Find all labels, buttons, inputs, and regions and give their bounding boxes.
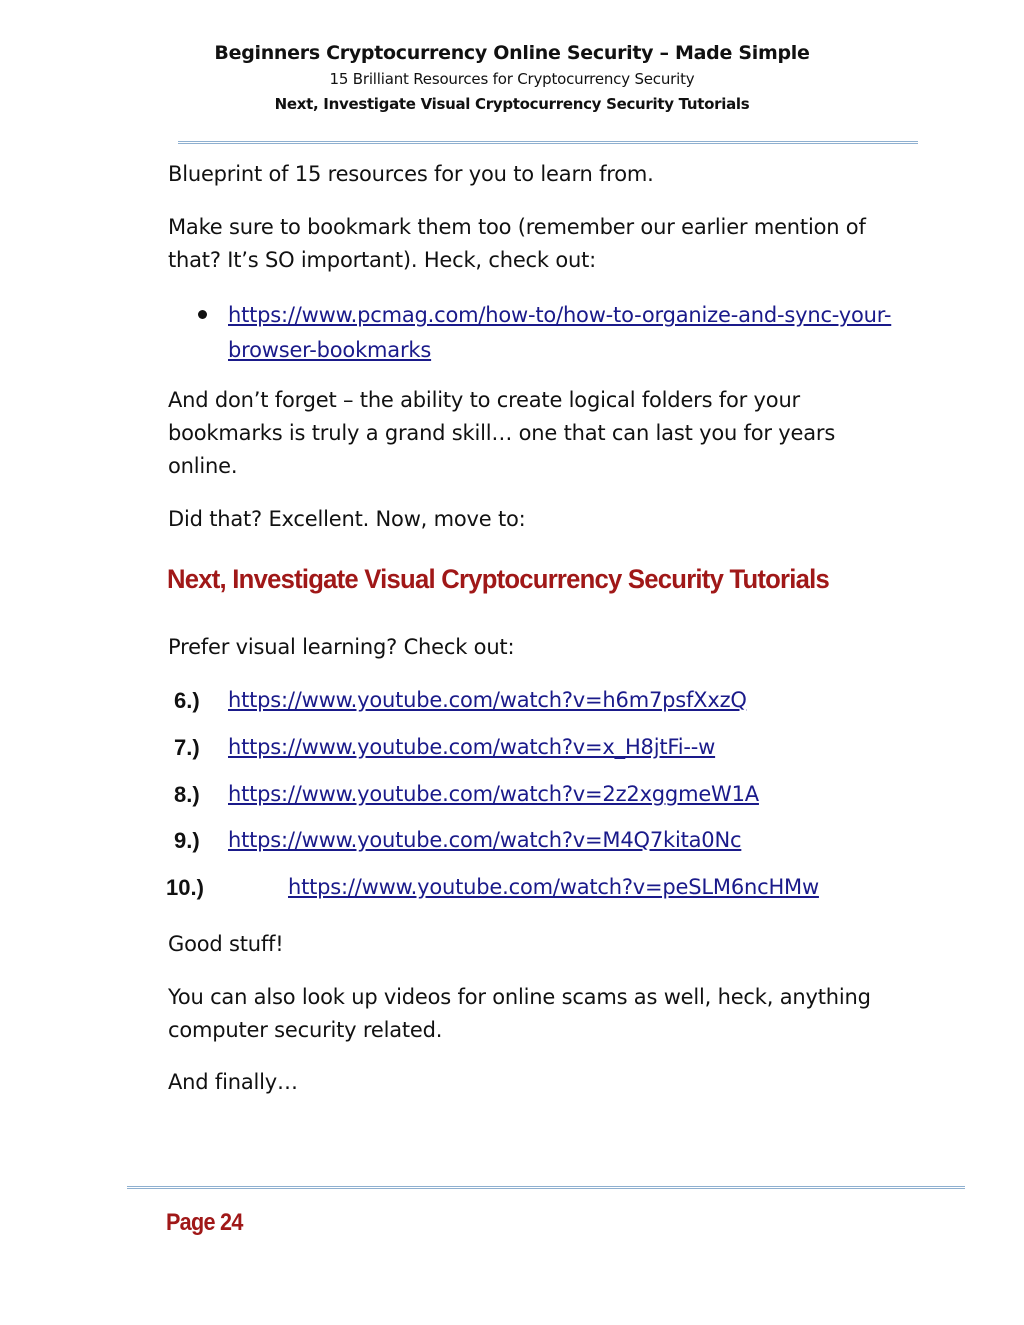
video-list-item (0, 826, 1024, 862)
section-heading: Next, Investigate Visual Cryptocurrency Security Tutorials (167, 564, 830, 594)
video-list-item (0, 780, 1024, 816)
youtube-link[interactable]: https://www.youtube.com/watch?v=M4Q7kita0Nc (228, 828, 742, 852)
document-subtitle: 15 Brilliant Resources for Cryptocurrency Security (329, 70, 695, 88)
youtube-link[interactable]: https://www.youtube.com/watch?v=x_H8jtFi--w (228, 735, 716, 759)
paragraph-folders: And don’t forget – the ability to create logical folders for your bookmarks is truly a grand skill… one that can last you for years online. (168, 388, 836, 478)
youtube-link[interactable]: https://www.youtube.com/watch?v=peSLM6ncHMw (288, 875, 819, 899)
youtube-link[interactable]: https://www.youtube.com/watch?v=2z2xggmeW1A (228, 782, 759, 806)
list-number: 9.) (174, 828, 200, 853)
header-divider (178, 141, 918, 144)
footer-divider (127, 1186, 965, 1189)
paragraph-bookmark: Make sure to bookmark them too (remember our earlier mention of that? It’s SO important). Heck, check out: (168, 215, 866, 272)
youtube-link[interactable]: https://www.youtube.com/watch?v=h6m7psfXxzQ (228, 688, 747, 712)
video-list-item (0, 686, 1024, 722)
list-number: 6.) (174, 688, 200, 713)
paragraph-prefer-visual: Prefer visual learning? Check out: (168, 635, 515, 659)
paragraph-good-stuff: Good stuff! (168, 932, 284, 956)
paragraph-did-that: Did that? Excellent. Now, move to: (168, 507, 526, 531)
document-title: Beginners Cryptocurrency Online Security – Made Simple (214, 42, 810, 64)
bullet-icon (198, 310, 207, 319)
paragraph-blueprint: Blueprint of 15 resources for you to learn from. (168, 162, 654, 186)
list-number: 7.) (174, 735, 200, 760)
running-section-title: Next, Investigate Visual Cryptocurrency Security Tutorials (274, 95, 750, 113)
video-list-item (0, 873, 1024, 909)
paragraph-scams: You can also look up videos for online scams as well, heck, anything computer security related. (168, 985, 871, 1042)
list-number: 8.) (174, 782, 200, 807)
page-number: Page 24 (166, 1209, 243, 1236)
list-number: 10.) (166, 875, 204, 900)
paragraph-finally: And finally… (168, 1070, 298, 1094)
video-list-item (0, 733, 1024, 769)
pcmag-bookmarks-link[interactable]: https://www.pcmag.com/how-to/how-to-organize-and-sync-your-browser-bookmarks (228, 303, 892, 362)
